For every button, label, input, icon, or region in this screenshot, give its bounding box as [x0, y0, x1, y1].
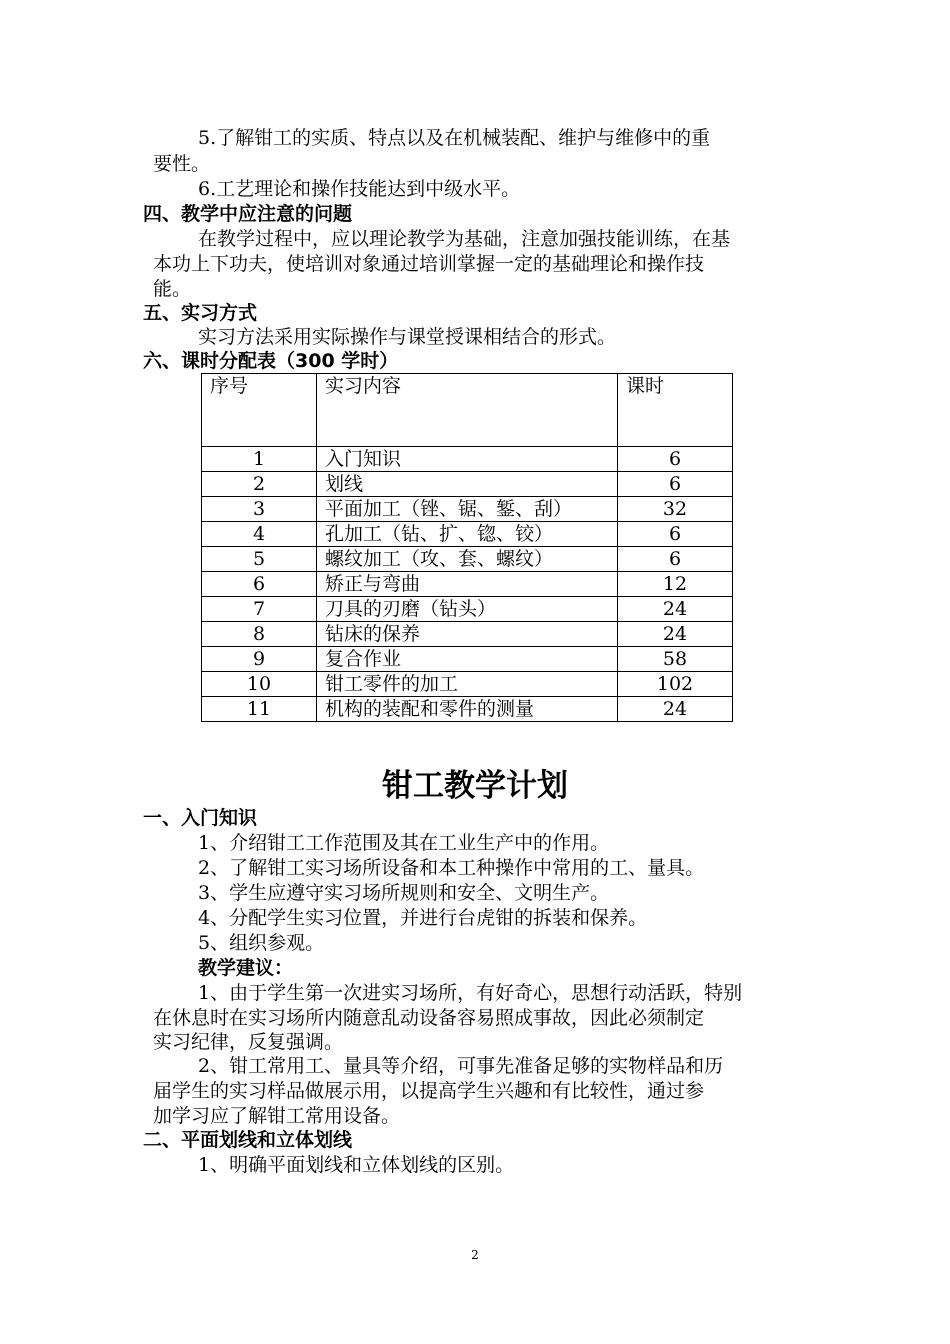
part-1-heading: 一、入门知识: [143, 807, 258, 829]
part-2-heading: 二、平面划线和立体划线: [143, 1129, 353, 1151]
advice-line-3: 实习纪律，反复强调。: [153, 1031, 344, 1053]
table-row: [202, 647, 733, 672]
row-hours: 6: [618, 447, 733, 472]
row-index: 3: [202, 497, 317, 522]
row-index: 11: [202, 697, 317, 722]
table-row: [202, 497, 733, 522]
teaching-advice-label: 教学建议：: [198, 957, 294, 979]
row-content: 矫正与弯曲: [317, 572, 618, 597]
section-4-paragraph-line-1: 在教学过程中，应以理论教学为基础，注意加强技能训练，在基: [198, 228, 731, 250]
hours-allocation-table: [201, 373, 733, 722]
objective-6: 6.工艺理论和操作技能达到中级水平。: [198, 178, 521, 200]
section-6-heading: 六、课时分配表（300 学时）: [143, 350, 399, 372]
row-index: 1: [202, 447, 317, 472]
table-row: [202, 672, 733, 697]
table-row: [202, 597, 733, 622]
row-index: 5: [202, 547, 317, 572]
row-index: 7: [202, 597, 317, 622]
row-content: 复合作业: [317, 647, 618, 672]
row-content: 刀具的刃磨（钻头）: [317, 597, 618, 622]
part-1-item-4: 4、分配学生实习位置，并进行台虎钳的拆装和保养。: [198, 907, 648, 929]
row-content: 入门知识: [317, 447, 618, 472]
objective-5-line-2: 要性。: [153, 153, 211, 175]
table-row: [202, 547, 733, 572]
part-1-item-1: 1、介绍钳工工作范围及其在工业生产中的作用。: [198, 832, 610, 854]
row-content: 钳工零件的加工: [317, 672, 618, 697]
row-hours: 6: [618, 522, 733, 547]
row-content: 螺纹加工（攻、套、螺纹）: [317, 547, 618, 572]
row-content: 机构的装配和零件的测量: [317, 697, 618, 722]
advice-line-1: 1、由于学生第一次进实习场所，有好奇心，思想行动活跃，特别: [198, 982, 743, 1004]
table-row: [202, 572, 733, 597]
section-4-heading: 四、教学中应注意的问题: [143, 203, 353, 225]
page-number: 2: [471, 1248, 479, 1262]
table-row: [202, 522, 733, 547]
section-4-paragraph-line-2: 本功上下功夫，使培训对象通过培训掌握一定的基础理论和操作技: [153, 253, 705, 275]
row-index: 6: [202, 572, 317, 597]
part-1-item-2: 2、了解钳工实习场所设备和本工种操作中常用的工、量具。: [198, 857, 705, 879]
section-5-paragraph: 实习方法采用实际操作与课堂授课相结合的形式。: [198, 326, 617, 348]
part-2-item-1: 1、明确平面划线和立体划线的区别。: [198, 1154, 515, 1176]
row-hours: 6: [618, 547, 733, 572]
header-content: 实习内容: [317, 374, 618, 447]
row-hours: 32: [618, 497, 733, 522]
objective-5-line-1: 5.了解钳工的实质、特点以及在机械装配、维护与维修中的重: [198, 127, 711, 149]
row-content: 孔加工（钻、扩、锪、铰）: [317, 522, 618, 547]
header-hours: 课时: [618, 374, 733, 447]
advice-line-6: 加学习应了解钳工常用设备。: [153, 1105, 401, 1127]
row-index: 8: [202, 622, 317, 647]
row-content: 划线: [317, 472, 618, 497]
plan-title: 钳工教学计划: [382, 768, 568, 804]
advice-line-5: 届学生的实习样品做展示用，以提高学生兴趣和有比较性，通过参: [153, 1080, 705, 1102]
section-4-paragraph-line-3: 能。: [153, 278, 192, 300]
table-row: [202, 622, 733, 647]
row-hours: 24: [618, 622, 733, 647]
row-hours: 102: [618, 672, 733, 697]
row-index: 2: [202, 472, 317, 497]
table-header-row: [202, 374, 733, 447]
row-index: 4: [202, 522, 317, 547]
row-index: 9: [202, 647, 317, 672]
row-hours: 12: [618, 572, 733, 597]
row-index: 10: [202, 672, 317, 697]
header-index: 序号: [202, 374, 317, 447]
row-hours: 58: [618, 647, 733, 672]
row-content: 钻床的保养: [317, 622, 618, 647]
table-row: [202, 447, 733, 472]
part-1-item-3: 3、学生应遵守实习场所规则和安全、文明生产。: [198, 882, 610, 904]
advice-line-4: 2、钳工常用工、量具等介绍，可事先准备足够的实物样品和历: [198, 1055, 724, 1077]
table-row: [202, 697, 733, 722]
row-content: 平面加工（锉、锯、錾、刮）: [317, 497, 618, 522]
part-1-item-5: 5、组织参观。: [198, 932, 325, 954]
section-5-heading: 五、实习方式: [143, 302, 258, 324]
row-hours: 24: [618, 597, 733, 622]
advice-line-2: 在休息时在实习场所内随意乱动设备容易照成事故，因此必须制定: [153, 1007, 705, 1029]
table-row: [202, 472, 733, 497]
row-hours: 24: [618, 697, 733, 722]
row-hours: 6: [618, 472, 733, 497]
